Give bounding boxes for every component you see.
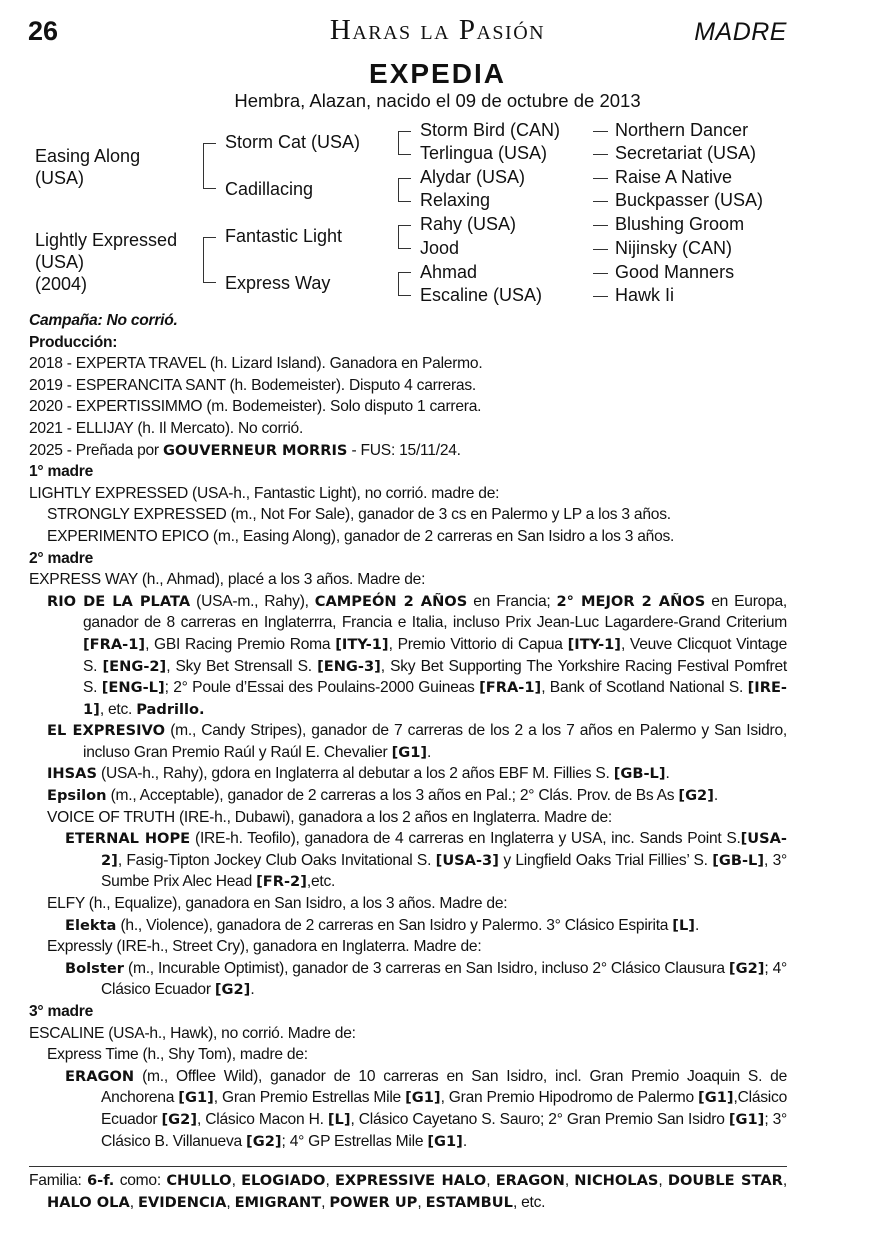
text: ,	[486, 1172, 496, 1189]
text: (USA-h., Rahy), gdora en Inglaterra al debutar a los 2 años EBF M. Fillies S.	[96, 765, 614, 783]
first-dam-line: LIGHTLY EXPRESSED (USA-h., Fantastic Light), no corrió. madre de:	[29, 484, 500, 502]
grade: [G1]	[698, 1089, 734, 1107]
text: .	[665, 765, 670, 783]
grade: [USA-3]	[435, 851, 499, 869]
text: en Europa, ganador de 8 carreras en Inglaterrra, Francia e Italia, incluso Prix Jean-Luc Lagardere-Grand Criterium	[83, 592, 787, 632]
pedigree-dash	[593, 178, 608, 179]
dam-name-line-3: (2004)	[35, 274, 88, 294]
text: (m., Offlee Wild), ganador de 10 carreras en San Isidro, incl. Gran Premio Joaquin S. de Anchorena	[101, 1067, 787, 1107]
produce-entry-bolster	[29, 958, 787, 1001]
sibling-entry: STRONGLY EXPRESSED (m., Not For Sale), ganador de 3 cs en Palermo y LP a los 3 años.	[47, 506, 671, 524]
text: , Sky Bet Strensall S.	[166, 657, 318, 675]
produce-entry-el-expresivo	[29, 720, 787, 763]
dam-name-line-1: Lightly Expressed	[35, 230, 178, 250]
catalog-body	[29, 310, 787, 1152]
text: , Veuve Clicquot Vintage S.	[83, 635, 787, 675]
grade: [G2]	[678, 787, 714, 805]
text: ,	[325, 1172, 335, 1189]
second-dam-line: EXPRESS WAY (h., Ahmad), placé a los 3 años. Madre de:	[29, 571, 426, 589]
text: ,Clásico Ecuador	[101, 1089, 787, 1128]
family-member: NICHOLAS	[574, 1172, 659, 1189]
family-member: DOUBLE STAR	[667, 1172, 783, 1189]
produce-entry-eternal-hope	[29, 828, 787, 893]
pedigree-gen4: Buckpasser (USA)	[615, 190, 764, 210]
third-dam-heading: 3° madre	[29, 1003, 94, 1020]
text: Familia:	[29, 1172, 87, 1189]
produce-entry-elfy: ELFY (h., Equalize), ganadora en San Isidro, a los 3 años. Madre de:	[47, 895, 508, 913]
grade: [USA-2]	[101, 830, 787, 869]
title: 2° MEJOR 2 AÑOS	[556, 592, 706, 610]
pedigree-gen4: Hawk Ii	[615, 285, 675, 305]
text: ,	[417, 1193, 426, 1211]
text: ,	[658, 1172, 668, 1189]
pedigree-gen3: Ahmad	[420, 262, 478, 282]
text: , Clásico Macon H.	[197, 1110, 328, 1128]
grade: [G1]	[427, 1132, 463, 1150]
text: , Sky Bet Supporting The Yorkshire Racing Festival Pomfret S.	[83, 657, 787, 697]
produce-entry-epsilon	[29, 785, 787, 807]
sibling-entry: EXPERIMENTO EPICO (m., Easing Along), ganador de 2 carreras en San Isidro a los 3 años.	[47, 527, 675, 545]
family-member: POWER UP	[329, 1193, 418, 1211]
pedigree-dam	[35, 229, 177, 295]
grade: [L]	[672, 916, 695, 934]
second-dam-heading: 2° madre	[29, 549, 94, 567]
pedigree-dash	[593, 154, 608, 155]
pedigree-dash	[593, 201, 608, 202]
pedigree-gen3: Storm Bird (CAN)	[420, 120, 561, 140]
production-heading: Producción:	[29, 333, 118, 351]
horse-name: Epsilon	[47, 787, 107, 805]
pedigree-bracket	[398, 225, 411, 249]
horse-name: Bolster	[65, 959, 124, 977]
text: , Premio Vittorio di Capua	[388, 635, 568, 653]
text: (m., Acceptable), ganador de 2 carreras a los 3 años en Pal.; 2° Clás. Prov. de Bs As	[106, 787, 679, 805]
text: en Francia;	[467, 592, 557, 610]
text: (m., Incurable Optimist), ganador de 3 carreras en San Isidro, incluso 2° Clásico Clausura	[123, 959, 729, 977]
produce-entry-expressly: Expressly (IRE-h., Street Cry), ganadora en Inglaterra. Madre de:	[47, 938, 482, 956]
text: ,	[226, 1193, 235, 1211]
text: ; 3° Clásico B. Villanueva	[101, 1110, 787, 1150]
text: (h., Violence), ganadora de 2 carreras en San Isidro y Palermo. 3° Clásico Espirita	[116, 916, 673, 934]
grade: [ITY-1]	[567, 635, 621, 653]
horse-name: IHSAS	[47, 765, 97, 783]
grade: [GB-L]	[712, 851, 765, 869]
grade: [FRA-1]	[83, 635, 146, 653]
text: como:	[114, 1172, 167, 1189]
pedigree-dash	[593, 249, 608, 250]
text: , Bank of Scotland National S.	[541, 679, 748, 697]
grade: [FRA-1]	[479, 679, 542, 697]
family-member: EXPRESSIVE HALO	[334, 1172, 487, 1189]
family-member: ERAGON	[495, 1172, 565, 1189]
stallion-note: Padrillo.	[136, 700, 205, 718]
sire-name: Easing Along (USA)	[35, 146, 141, 188]
text: ; 2° Poule d’Essai des Poulains-2000 Guineas	[164, 679, 480, 697]
pedigree-gen2: Express Way	[225, 273, 331, 293]
produce-entry-ihsas	[29, 763, 787, 785]
pedigree-gen3: Terlingua (USA)	[420, 143, 548, 163]
text: .	[462, 1132, 467, 1150]
text: , 3° Sumbe Prix Alec Head	[101, 851, 788, 891]
horse-name: EXPEDIA	[369, 58, 506, 89]
text: (USA-m., Rahy),	[190, 592, 315, 610]
family-member: ELOGIADO	[241, 1172, 326, 1189]
pedigree-bracket	[398, 131, 411, 155]
text: ,	[129, 1193, 138, 1211]
produce-entry-express-time: Express Time (h., Shy Tom), madre de:	[47, 1046, 308, 1064]
text: y Lingfield Oaks Trial Fillies’ S.	[498, 851, 713, 869]
text: , etc.	[512, 1193, 546, 1211]
grade: [G1]	[391, 743, 428, 761]
text: .	[713, 787, 718, 805]
pedigree-bracket	[203, 237, 216, 283]
text: .	[427, 743, 432, 761]
grade: [G1]	[178, 1089, 214, 1107]
pedigree-dash	[593, 131, 608, 132]
pedigree-gen4: Northern Dancer	[615, 120, 749, 140]
haras-title: Haras la Pasión	[329, 14, 546, 46]
produce-entry-eragon	[29, 1066, 787, 1152]
family-line	[29, 1170, 787, 1213]
pedigree-bracket	[203, 143, 216, 189]
text: , etc.	[99, 700, 137, 718]
text: ,	[321, 1193, 330, 1211]
text: .	[694, 916, 700, 934]
family-member: EMIGRANT	[234, 1193, 322, 1211]
pedigree-sire	[35, 145, 165, 189]
text: - FUS: 15/11/24.	[347, 441, 461, 459]
pedigree-gen2: Fantastic Light	[225, 226, 343, 246]
pedigree-dash	[593, 225, 608, 226]
text: , Clásico Cayetano S. Sauro; 2° Gran Premio San Isidro	[350, 1110, 729, 1128]
grade: [ENG-2]	[102, 657, 167, 675]
horse-name: EL EXPRESIVO	[47, 722, 165, 740]
pedigree-dash	[593, 296, 608, 297]
title: CAMPEÓN 2 AÑOS	[314, 592, 468, 610]
text: 2025 - Preñada por	[29, 441, 163, 459]
first-dam-heading: 1° madre	[29, 463, 94, 481]
pedigree-gen4: Secretariat (USA)	[615, 143, 757, 163]
grade: [GB-L]	[613, 765, 666, 783]
pedigree-gen3: Jood	[420, 238, 460, 258]
family-member: CHULLO	[166, 1172, 232, 1189]
pedigree-gen3: Rahy (USA)	[420, 214, 517, 234]
page-number: 26	[28, 16, 59, 46]
produce-entry-voice-of-truth: VOICE OF TRUTH (IRE-h., Dubawi), ganadora a los 2 años en Inglaterra. Madre de:	[47, 808, 612, 826]
produce-entry-elekta	[29, 915, 787, 937]
pedigree-gen3: Escaline (USA)	[420, 285, 543, 305]
horse-description: Hembra, Alazan, nacido el 09 de octubre de 2013	[234, 90, 641, 111]
text: , Gran Premio Hipodromo de Palermo	[440, 1089, 699, 1107]
grade: [G2]	[214, 981, 251, 999]
produce-entry-rio-de-la-plata	[29, 591, 787, 721]
production-item: 2020 - EXPERTISSIMMO (m. Bodemeister). Solo disputo 1 carrera.	[29, 398, 482, 416]
grade: [FR-2]	[256, 873, 307, 891]
horse-name: Elekta	[65, 916, 117, 934]
section-label: MADRE	[694, 18, 787, 46]
text: ,	[564, 1172, 575, 1189]
grade: [ENG-L]	[101, 679, 165, 697]
pedigree-gen4: Blushing Groom	[615, 214, 745, 234]
grade: [ENG-3]	[317, 657, 381, 675]
production-item: 2019 - ESPERANCITA SANT (h. Bodemeister). Disputo 4 carreras.	[29, 376, 476, 394]
pedigree-gen2: Storm Cat (USA)	[225, 132, 361, 152]
grade: [G2]	[246, 1132, 282, 1150]
pedigree-gen4: Nijinsky (CAN)	[615, 238, 732, 258]
text: ,	[782, 1172, 787, 1189]
pedigree-bracket	[398, 272, 411, 296]
family-member: ESTAMBUL	[425, 1193, 513, 1211]
family-member: EVIDENCIA	[137, 1193, 227, 1211]
production-item	[29, 440, 787, 462]
pedigree-bracket	[398, 178, 411, 202]
family-footer	[29, 1166, 787, 1213]
grade: [G2]	[728, 959, 765, 977]
family-code: 6-f.	[86, 1172, 115, 1189]
pedigree-gen4: Raise A Native	[615, 167, 733, 187]
text: , Fasig-Tipton Jockey Club Oaks Invitational S.	[117, 851, 436, 869]
text: , GBI Racing Premio Roma	[145, 635, 336, 653]
production-item: 2021 - ELLIJAY (h. Il Mercato). No corrió.	[29, 419, 304, 437]
text: , Gran Premio Estrellas Mile	[213, 1089, 406, 1107]
horse-name: RIO DE LA PLATA	[47, 592, 191, 610]
text: (IRE-h. Teofilo), ganadora de 4 carreras en Inglaterra y USA, inc. Sands Point S.	[190, 830, 741, 848]
pedigree-gen4: Good Manners	[615, 262, 735, 282]
text: ; 4° Clásico Ecuador	[101, 959, 788, 999]
grade: [G1]	[405, 1089, 441, 1107]
text: .	[250, 981, 255, 999]
pedigree-gen2: Cadillacing	[225, 179, 314, 199]
family-member: HALO OLA	[47, 1193, 130, 1211]
text: ,	[231, 1172, 242, 1189]
text: (m., Candy Stripes), ganador de 7 carreras de los 2 a los 7 años en Palermo y San Isidro, incluso Gran Premio Raúl y Raúl E. Chevalier	[83, 722, 787, 761]
grade: [L]	[327, 1110, 351, 1128]
text: ,etc.	[306, 873, 336, 891]
grade: [G2]	[161, 1110, 197, 1128]
campaign-line: Campaña: No corrió.	[29, 312, 178, 329]
pedigree-dash	[593, 273, 608, 274]
dam-name-line-2: (USA)	[35, 252, 84, 272]
grade: [ITY-1]	[335, 635, 389, 653]
production-item: 2018 - EXPERTA TRAVEL (h. Lizard Island). Ganadora en Palermo.	[29, 355, 483, 373]
grade: [IRE-1]	[83, 679, 787, 718]
third-dam-line: ESCALINE (USA-h., Hawk), no corrió. Madre de:	[29, 1024, 356, 1042]
pedigree-gen3: Alydar (USA)	[420, 167, 526, 187]
text: ; 4° GP Estrellas Mile	[281, 1132, 428, 1150]
grade: [G1]	[728, 1110, 765, 1128]
pedigree-gen3: Relaxing	[420, 190, 491, 210]
horse-name: ETERNAL HOPE	[65, 830, 191, 848]
covering-stallion: GOUVERNEUR MORRIS	[162, 441, 348, 459]
horse-name: ERAGON	[65, 1067, 135, 1085]
